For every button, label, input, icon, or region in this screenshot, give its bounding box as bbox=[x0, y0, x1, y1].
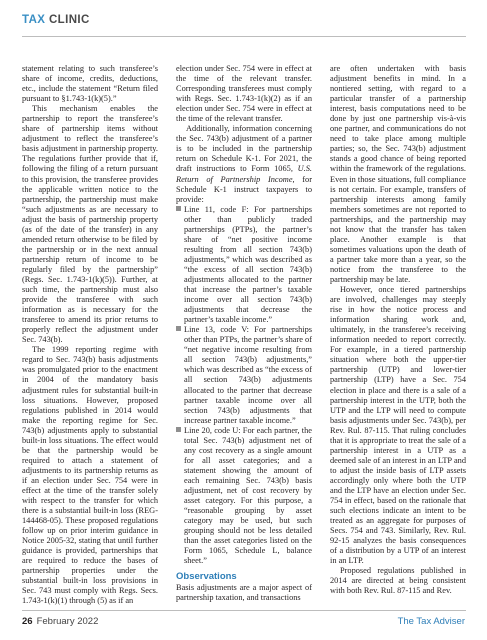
section-header bbox=[22, 14, 90, 26]
bullet-item: Line 13, code V: For partnerships other than PTPs, the partner’s share of “net negative income resulting from all section 743(b) adjustments,” which was described as “the excess of all section 743(b) adjustments allocated to the partner that decrease partner taxable income over all section 743(b) adjustments that increase partner taxable income.” bbox=[176, 325, 312, 425]
paragraph: The 1999 reporting regime with regard to Sec. 743(b) basis adjustments was promulgated prior to the enactment in 2004 of the mandatory basis adjustment rules for substantial built-in loss situations. However, proposed regulations published in 2014 would make the reporting regime for Sec. 743(b) adjustments apply to substantial built-in loss situations. The effect would be that the partnership would be required to attach a statement of adjustments to its partnership returns as if an election under Sec. 754 were in effect at the time of the transfer solely with respect to the transfer for which there is a substantial built-in loss (REG-144468-05). These proposed regulations follow up on prior interim guidance in Notice 2005-32, stating that until further guidance is provided, partnerships that are required to reduce the bases of partnership properties under the substantial built-in loss provisions in Sec. 743 must comply with Regs. Secs. 1.743-1(k)(1) through (5) as if an bbox=[22, 345, 158, 606]
section-title: CLINIC bbox=[48, 14, 90, 26]
column-1 bbox=[22, 64, 158, 607]
publication-name: The Tax Adviser bbox=[397, 616, 465, 627]
paragraph: Basis adjustments are a major aspect of partnership taxation, and transactions bbox=[176, 583, 312, 603]
bullet-icon bbox=[176, 326, 181, 331]
paragraph: are often undertaken with basis adjustment benefits in mind. In a nontiered setting, with regard to a particular transfer of a partnership interest, basis computations need to be done by just one partnership vis-à-vis one partner, and communications do not need to take place among multiple parties; so, the Sec. 743(b) adjustment stands a good chance of being reported within the framework of the regulations. Even in those situations, full compliance is not certain. For example, transfers of partnership interests among family members sometimes are not reported to partnerships, and the partnership may not know that the transfer has taken place. Another example is that sometimes valuations upon the death of a partner take more than a year, so the notice from the transferee to the partnership may be late. bbox=[330, 64, 466, 284]
bullet-icon bbox=[176, 206, 181, 211]
paragraph: statement relating to such transferee’s share of income, credits, deductions, etc., include the statement “Return filed pursuant to §1.743-1(k)(5).” bbox=[22, 64, 158, 104]
paragraph: Additionally, information concerning the Sec. 743(b) adjustment of a partner is to be included in the partnership return on Schedule K-1. For 2021, the draft instructions to Form 1065, U.S. Return of Partnership Income, for Schedule K-1 instruct taxpayers to provide: bbox=[176, 124, 312, 204]
column-2 bbox=[176, 64, 312, 603]
section-heading: Observations bbox=[176, 571, 237, 583]
footer-left bbox=[22, 616, 98, 627]
page-number: 26 bbox=[22, 616, 33, 627]
paragraph: This mechanism enables the partnership to report the transferee’s share of partnership items without adjustment to reflect the transferee’s basis adjustment in partnership property. The regulations further provide that if, following the filing of a return pursuant to this provision, the transferee provides the applicable written notice to the partnership, the partnership must make “such adjustments as are necessary to adjust the basis of partnership property (as of the date of the transfer) in any amended return otherwise to be filed by the partnership or in the next annual partnership return of income to be regularly filed by the partnership” (Regs. Sec. 1.743-1(k)(5)). Further, at such time, the partnership must also provide the transferee with such information as is necessary for the transferee to amend its prior returns to properly reflect the adjustment under Sec. 743(b). bbox=[22, 104, 158, 345]
bullet-icon bbox=[176, 427, 181, 432]
footer-rule bbox=[22, 610, 466, 611]
header-rule bbox=[22, 36, 466, 37]
issue-date: February 2022 bbox=[36, 616, 99, 627]
bullet-item: Line 11, code F: For partnerships other than publicly traded partnerships (PTPs), the partner’s share of “net positive income resulting from all section 743(b) adjustments,” which was described as “the excess of all section 743(b) adjustments allocated to the partner that increase the partner’s taxable income over all section 743(b) adjustments that decrease the partner’s taxable income.” bbox=[176, 205, 312, 326]
paragraph: election under Sec. 754 were in effect at the time of the relevant transfer. Corresponding transferees must comply with Regs. Sec. 1.743-1(k)(2) as if an election under Sec. 754 were in effect at the time of the relevant transfer. bbox=[176, 64, 312, 124]
paragraph: However, once tiered partnerships are involved, challenges may steeply rise in how the notice process and information sharing work and, ultimately, in the transferee’s receiving information needed to report correctly. For example, in a tiered partnership situation where both the upper-tier partnership (UTP) and lower-tier partnership (LTP) have a Sec. 754 election in place and there is a sale of a partnership interest in the UTP, both the UTP and the LTP will need to compute basis adjustments under Sec. 743(b), per Rev. Rul. 87-115. That ruling concludes that it is appropriate to treat the sale of a partnership interest in a UTP as a deemed sale of an interest in an LTP and to adjust the inside basis of LTP assets accordingly only where both the UTP and the LTP have an election under Sec. 754 in effect, based on the rationale that such elections indicate an intent to be treated as an aggregate for purposes of Secs. 754 and 743. Similarly, Rev. Rul. 92-15 analyzes the basis consequences of a distribution by a UTP of an interest in an LTP. bbox=[330, 285, 466, 566]
paragraph: Proposed regulations published in 2014 are directed at being consistent with both Rev. Rul. 87-115 and Rev. bbox=[330, 566, 466, 596]
section-label: TAX bbox=[22, 14, 46, 26]
column-3 bbox=[330, 64, 466, 596]
bullet-item: Line 20, code U: For each partner, the total Sec. 743(b) adjustment net of any cost recovery as a single amount for all asset categories; and a statement showing the amount of each remaining Sec. 743(b) basis adjustment, net of cost recovery by asset category. For this purpose, a “reasonable grouping by asset category may be used, but such grouping should not be less detailed than the asset categories listed on the Form 1065, Schedule L, balance sheet.” bbox=[176, 426, 312, 567]
